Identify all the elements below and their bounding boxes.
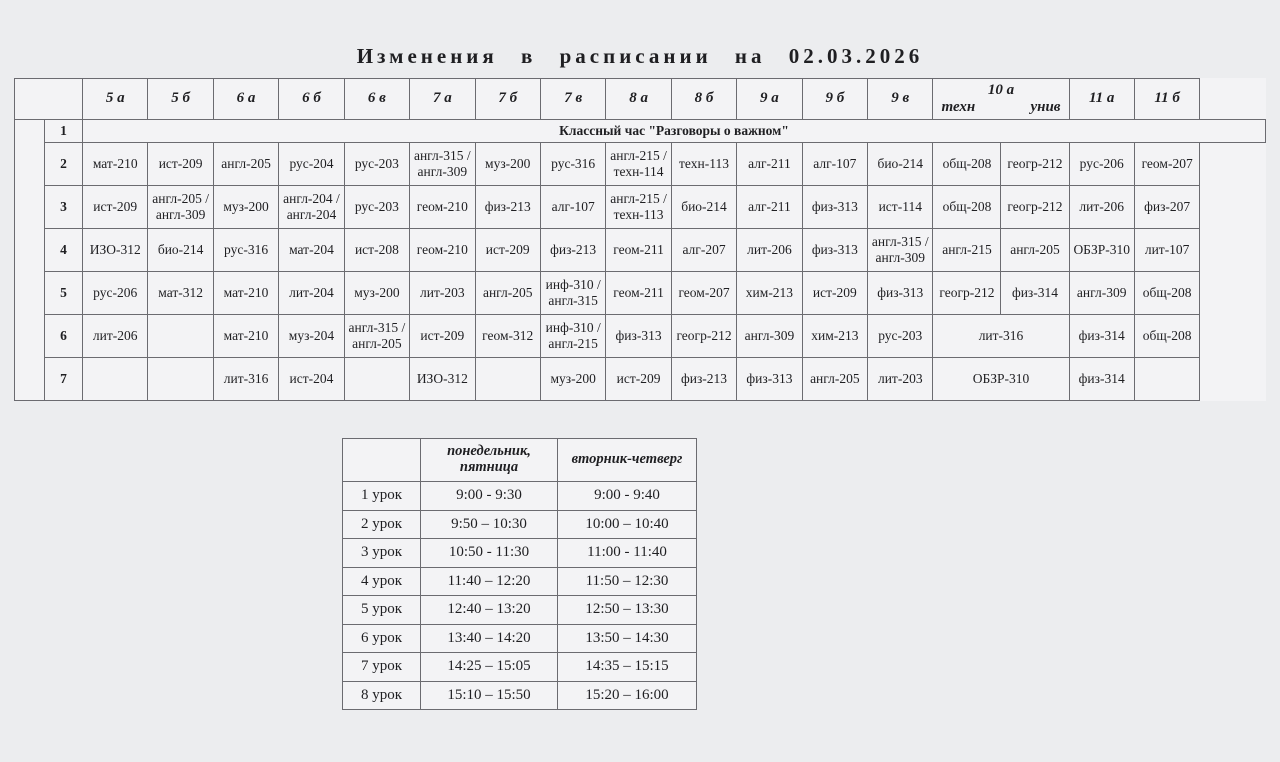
lesson-cell: хим-213 [802, 315, 867, 358]
page-title: Изменения в расписании на 02.03.2026 [356, 44, 924, 68]
lesson-cell: мат-210 [83, 143, 148, 186]
time-tue-thu: 9:00 - 9:40 [558, 482, 697, 511]
lesson-cell: физ-314 [1069, 315, 1134, 358]
lesson-cell: физ-314 [1069, 358, 1134, 401]
lesson-cell: алг-107 [802, 143, 867, 186]
lesson-cell: физ-313 [802, 229, 867, 272]
class-header: 5 б [148, 79, 213, 120]
lesson-cell: геом-211 [606, 229, 671, 272]
time-tue-thu: 14:35 – 15:15 [558, 653, 697, 682]
bell-row [343, 596, 697, 625]
bell-schedule-header [343, 439, 697, 482]
class-header: 11 б [1134, 79, 1199, 120]
lesson-row [15, 315, 1266, 358]
lesson-cell: ист-209 [410, 315, 475, 358]
lesson-cell: рус-316 [540, 143, 605, 186]
time-mon-fri: 13:40 – 14:20 [421, 624, 558, 653]
lesson-cell: геогр-212 [933, 272, 1001, 315]
class-header: 9 в [868, 79, 933, 120]
lesson-cell: ОБЗР-310 [1069, 229, 1134, 272]
lesson-cell: лит-206 [83, 315, 148, 358]
lesson-cell [148, 358, 213, 401]
lesson-cell: муз-200 [344, 272, 409, 315]
lesson-cell [1134, 358, 1199, 401]
lesson-cell: лит-206 [1069, 186, 1134, 229]
lesson-cell: общ-208 [933, 143, 1001, 186]
lesson-cell: физ-213 [671, 358, 736, 401]
bell-header-tue-thu: вторник-четверг [558, 439, 697, 482]
lesson-row [15, 272, 1266, 315]
time-tue-thu: 13:50 – 14:30 [558, 624, 697, 653]
time-tue-thu: 10:00 – 10:40 [558, 510, 697, 539]
lesson-cell: рус-206 [83, 272, 148, 315]
lesson-cell: общ-208 [1134, 272, 1199, 315]
lesson-cell: инф-310 / англ-315 [540, 272, 605, 315]
day-cell [15, 120, 45, 401]
time-mon-fri: 9:00 - 9:30 [421, 482, 558, 511]
lesson-row [15, 120, 1266, 143]
lesson-cell: англ-205 [475, 272, 540, 315]
lesson-cell: англ-309 [737, 315, 802, 358]
class-header: 7 б [475, 79, 540, 120]
lesson-row [15, 186, 1266, 229]
lesson-cell: общ-208 [933, 186, 1001, 229]
time-mon-fri: 14:25 – 15:05 [421, 653, 558, 682]
lesson-label: 4 урок [343, 567, 421, 596]
lesson-cell: лит-316 [933, 315, 1069, 358]
lesson-number: 7 [45, 358, 83, 401]
time-mon-fri: 15:10 – 15:50 [421, 681, 558, 710]
lesson-cell: ист-208 [344, 229, 409, 272]
lesson-cell: геом-210 [410, 186, 475, 229]
lesson-cell: англ-315 /англ-205 [344, 315, 409, 358]
class-header-label: 10 а [987, 81, 1015, 98]
lesson-row [15, 143, 1266, 186]
lesson-cell: инф-310 / англ-215 [540, 315, 605, 358]
lesson-cell: ист-204 [279, 358, 344, 401]
lesson-cell: муз-204 [279, 315, 344, 358]
lesson-label: 6 урок [343, 624, 421, 653]
lesson-cell: муз-200 [540, 358, 605, 401]
lesson-row [15, 229, 1266, 272]
lesson-cell: рус-316 [213, 229, 278, 272]
time-mon-fri: 9:50 – 10:30 [421, 510, 558, 539]
lesson-number: 5 [45, 272, 83, 315]
class-header: 8 б [671, 79, 736, 120]
time-tue-thu: 11:50 – 12:30 [558, 567, 697, 596]
lesson-label: 3 урок [343, 539, 421, 568]
class-header: 6 а [213, 79, 278, 120]
lesson-cell: лит-107 [1134, 229, 1199, 272]
lesson-cell: общ-208 [1134, 315, 1199, 358]
lesson-cell: ОБЗР-310 [933, 358, 1069, 401]
lesson-cell: мат-210 [213, 315, 278, 358]
time-tue-thu: 15:20 – 16:00 [558, 681, 697, 710]
class-header: 5 а [83, 79, 148, 120]
bell-row [343, 681, 697, 710]
lesson-cell: англ-204 /англ-204 [279, 186, 344, 229]
lesson-cell: англ-205 [802, 358, 867, 401]
lesson-cell: геом-207 [1134, 143, 1199, 186]
lesson-cell: ист-114 [868, 186, 933, 229]
lesson-cell: ИЗО-312 [83, 229, 148, 272]
bell-row [343, 482, 697, 511]
lesson-cell: англ-215 / техн-114 [606, 143, 671, 186]
lesson-cell: геом-312 [475, 315, 540, 358]
lesson-cell: алг-211 [737, 143, 802, 186]
bell-schedule-table [342, 438, 697, 710]
lesson-cell: мат-204 [279, 229, 344, 272]
lesson-cell: рус-203 [344, 186, 409, 229]
class-header: 6 б [279, 79, 344, 120]
bell-row [343, 567, 697, 596]
lesson-label: 1 урок [343, 482, 421, 511]
time-mon-fri: 11:40 – 12:20 [421, 567, 558, 596]
lesson-number: 6 [45, 315, 83, 358]
lesson-label: 5 урок [343, 596, 421, 625]
lesson-number: 1 [45, 120, 83, 143]
schedule-table [14, 78, 1266, 401]
lesson-cell: геогр-212 [1001, 143, 1069, 186]
lesson-number: 3 [45, 186, 83, 229]
time-tue-thu: 11:00 - 11:40 [558, 539, 697, 568]
lesson-cell: алг-207 [671, 229, 736, 272]
class-header-sub-tech: техн [941, 99, 976, 115]
corner-cell [15, 79, 83, 120]
bell-row [343, 653, 697, 682]
lesson-cell: ист-209 [148, 143, 213, 186]
lesson-cell: физ-313 [606, 315, 671, 358]
lesson-cell: ист-209 [802, 272, 867, 315]
lesson-cell: рус-206 [1069, 143, 1134, 186]
time-mon-fri: 10:50 - 11:30 [421, 539, 558, 568]
lesson-cell: физ-313 [802, 186, 867, 229]
lesson-cell: лит-203 [868, 358, 933, 401]
lesson-cell: физ-313 [868, 272, 933, 315]
lesson-cell: муз-200 [475, 143, 540, 186]
lesson-cell: физ-213 [540, 229, 605, 272]
lesson-cell: алг-107 [540, 186, 605, 229]
bell-corner-cell [343, 439, 421, 482]
lesson-cell: ист-209 [475, 229, 540, 272]
class-header-sub-univ: унив [1030, 99, 1061, 115]
lesson-cell: био-214 [148, 229, 213, 272]
class-header-row [15, 79, 1266, 120]
lesson-cell: лит-204 [279, 272, 344, 315]
lesson-cell: рус-203 [344, 143, 409, 186]
class-header: 6 в [344, 79, 409, 120]
lesson-cell: геогр-212 [1001, 186, 1069, 229]
lesson-cell: лит-316 [213, 358, 278, 401]
lesson-cell: био-214 [671, 186, 736, 229]
time-tue-thu: 12:50 – 13:30 [558, 596, 697, 625]
class-header: 7 в [540, 79, 605, 120]
bell-header-mon-fri: понедельник, пятница [421, 439, 558, 482]
lesson-cell: техн-113 [671, 143, 736, 186]
class-header: 7 а [410, 79, 475, 120]
bell-row [343, 624, 697, 653]
lesson-cell: англ-215 [933, 229, 1001, 272]
lesson-cell: англ-205 [1001, 229, 1069, 272]
class-header: 8 а [606, 79, 671, 120]
lesson-cell: физ-207 [1134, 186, 1199, 229]
lesson-cell: англ-205 [213, 143, 278, 186]
lesson-cell: англ-315 /англ-309 [410, 143, 475, 186]
time-mon-fri: 12:40 – 13:20 [421, 596, 558, 625]
lesson-cell [344, 358, 409, 401]
lesson-cell: англ-309 [1069, 272, 1134, 315]
lesson-cell: мат-210 [213, 272, 278, 315]
lesson-cell: геом-210 [410, 229, 475, 272]
lesson-cell: рус-204 [279, 143, 344, 186]
lesson-cell: мат-312 [148, 272, 213, 315]
lesson-number: 4 [45, 229, 83, 272]
class-header: 9 а [737, 79, 802, 120]
lesson-cell: геогр-212 [671, 315, 736, 358]
lesson-cell: лит-203 [410, 272, 475, 315]
class-hour-banner: Классный час "Разговоры о важном" [83, 120, 1266, 143]
lesson-cell: лит-206 [737, 229, 802, 272]
lesson-cell: геом-211 [606, 272, 671, 315]
lesson-cell: геом-207 [671, 272, 736, 315]
lesson-cell: ист-209 [606, 358, 671, 401]
lesson-cell: физ-314 [1001, 272, 1069, 315]
lesson-number: 2 [45, 143, 83, 186]
lesson-cell: био-214 [868, 143, 933, 186]
lesson-cell: англ-215 / техн-113 [606, 186, 671, 229]
lesson-cell: физ-213 [475, 186, 540, 229]
lesson-cell: рус-203 [868, 315, 933, 358]
lesson-row [15, 358, 1266, 401]
lesson-cell: англ-315 /англ-309 [868, 229, 933, 272]
class-header-sublabels [935, 99, 1066, 116]
lesson-cell: муз-200 [213, 186, 278, 229]
lesson-cell: ИЗО-312 [410, 358, 475, 401]
lesson-cell: англ-205 /англ-309 [148, 186, 213, 229]
lesson-cell [83, 358, 148, 401]
bell-row [343, 539, 697, 568]
lesson-cell [475, 358, 540, 401]
bell-row [343, 510, 697, 539]
class-header: 11 а [1069, 79, 1134, 120]
lesson-cell [148, 315, 213, 358]
class-header: 9 б [802, 79, 867, 120]
lesson-label: 2 урок [343, 510, 421, 539]
lesson-cell: ист-209 [83, 186, 148, 229]
lesson-cell: хим-213 [737, 272, 802, 315]
lesson-label: 7 урок [343, 653, 421, 682]
class-header-10a [933, 79, 1069, 120]
lesson-cell: физ-313 [737, 358, 802, 401]
lesson-cell: алг-211 [737, 186, 802, 229]
lesson-label: 8 урок [343, 681, 421, 710]
